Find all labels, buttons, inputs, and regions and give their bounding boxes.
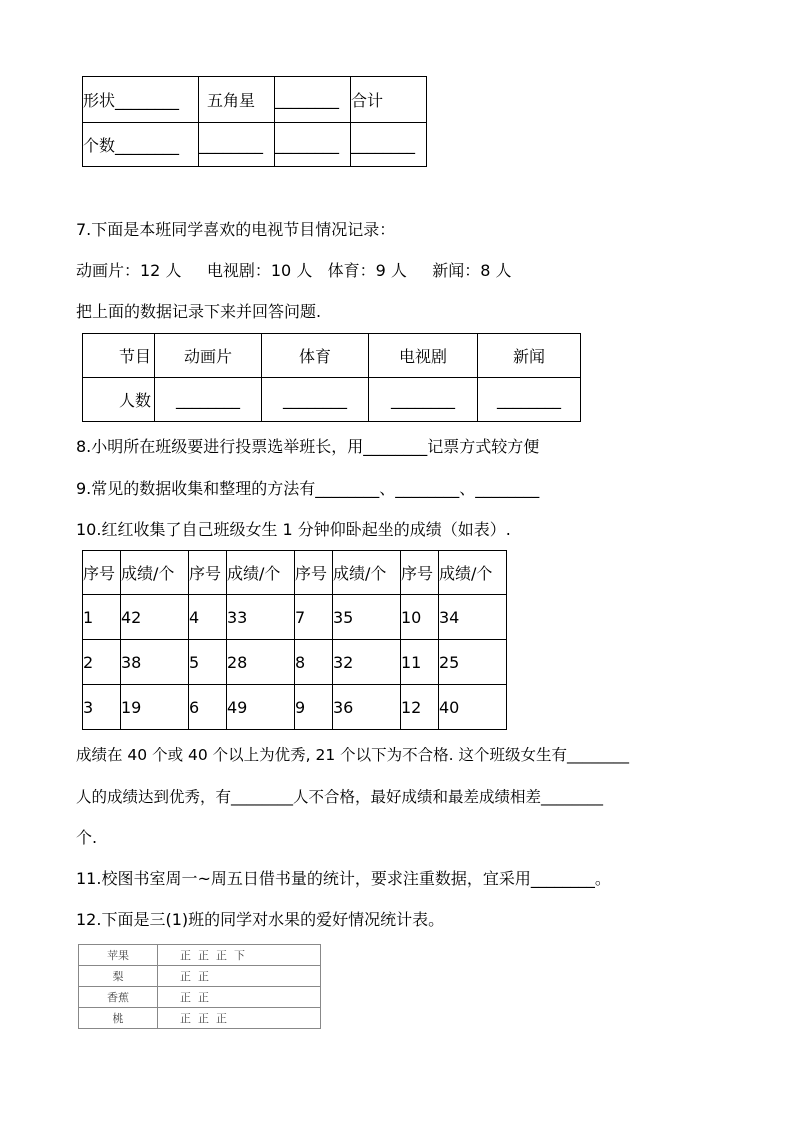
shape-table-cell: 五角星 xyxy=(199,77,275,123)
tv-table-cell: ________ xyxy=(478,378,581,422)
situp-header-cell: 序号 xyxy=(401,551,439,595)
situp-cell: 34 xyxy=(439,595,507,640)
q12-title: 12.下面是三(1)班的同学对水果的爱好情况统计表。 xyxy=(76,910,445,929)
situp-cell: 2 xyxy=(83,640,121,685)
situp-header-cell: 成绩/个 xyxy=(439,551,507,595)
q10-title: 10.红红收集了自己班级女生 1 分钟仰卧起坐的成绩（如表）. xyxy=(76,520,511,539)
situp-table xyxy=(82,550,507,730)
tv-table xyxy=(82,333,581,422)
situp-cell: 11 xyxy=(401,640,439,685)
situp-cell: 8 xyxy=(295,640,333,685)
q10-text-line: 成绩在 40 个或 40 个以上为优秀, 21 个以下为不合格. 这个班级女生有________ xyxy=(76,746,630,764)
situp-cell: 10 xyxy=(401,595,439,640)
q10-text-line: 个. xyxy=(76,828,98,847)
tv-table-header-cell: 体育 xyxy=(262,334,369,378)
shape-table-cell: ________ xyxy=(275,123,351,167)
situp-cell: 9 xyxy=(295,685,333,730)
fruit-name: 苹果 xyxy=(79,945,158,966)
q11-text: 11.校图书室周一~周五日借书量的统计，要求注重数据，宜采用________。 xyxy=(76,869,611,888)
tv-table-cell: 人数 xyxy=(83,378,155,422)
situp-cell: 28 xyxy=(227,640,295,685)
situp-cell: 12 xyxy=(401,685,439,730)
situp-cell: 42 xyxy=(121,595,189,640)
situp-cell: 5 xyxy=(189,640,227,685)
situp-cell: 32 xyxy=(333,640,401,685)
fruit-tally: 正 正 xyxy=(158,966,321,987)
q10-text-line: 人的成绩达到优秀，有________人不合格，最好成绩和最差成绩相差________ xyxy=(76,788,604,806)
fruit-name: 梨 xyxy=(79,966,158,987)
situp-cell: 35 xyxy=(333,595,401,640)
fruit-tally: 正 正 正 下 xyxy=(158,945,321,966)
situp-cell: 25 xyxy=(439,640,507,685)
q9-text: 9.常见的数据收集和整理的方法有________、________、________ xyxy=(76,479,540,498)
situp-cell: 49 xyxy=(227,685,295,730)
shape-table-cell: 合计 xyxy=(351,77,427,123)
situp-cell: 40 xyxy=(439,685,507,730)
fruit-tally: 正 正 xyxy=(158,987,321,1008)
fruit-name: 香蕉 xyxy=(79,987,158,1008)
situp-header-cell: 序号 xyxy=(189,551,227,595)
situp-cell: 1 xyxy=(83,595,121,640)
q7-record: 动画片：12 人 电视剧：10 人 体育：9 人 新闻：8 人 xyxy=(76,261,512,280)
q8-text: 8.小明所在班级要进行投票选举班长，用________记票方式较方便 xyxy=(76,437,540,456)
situp-header-cell: 成绩/个 xyxy=(227,551,295,595)
shape-table-cell: ________ xyxy=(275,77,351,123)
situp-header-cell: 序号 xyxy=(83,551,121,595)
fruit-tally-table xyxy=(78,944,321,1029)
shape-table xyxy=(82,76,427,167)
situp-header-cell: 成绩/个 xyxy=(121,551,189,595)
tv-table-header-cell: 电视剧 xyxy=(369,334,478,378)
situp-header-cell: 序号 xyxy=(295,551,333,595)
shape-table-cell: ________ xyxy=(351,123,427,167)
tv-table-header-cell: 动画片 xyxy=(155,334,262,378)
situp-cell: 6 xyxy=(189,685,227,730)
shape-table-cell: ________ xyxy=(199,123,275,167)
situp-cell: 33 xyxy=(227,595,295,640)
situp-cell: 7 xyxy=(295,595,333,640)
situp-cell: 3 xyxy=(83,685,121,730)
tv-table-cell: ________ xyxy=(262,378,369,422)
situp-header-cell: 成绩/个 xyxy=(333,551,401,595)
shape-table-cell: 形状________ xyxy=(83,77,199,123)
tv-table-header-cell: 节目 xyxy=(83,334,155,378)
fruit-name: 桃 xyxy=(79,1008,158,1029)
situp-cell: 19 xyxy=(121,685,189,730)
fruit-tally: 正 正 正 xyxy=(158,1008,321,1029)
shape-table-cell: 个数________ xyxy=(83,123,199,167)
tv-table-cell: ________ xyxy=(369,378,478,422)
q7-instruction: 把上面的数据记录下来并回答问题. xyxy=(76,302,322,321)
situp-cell: 38 xyxy=(121,640,189,685)
tv-table-header-cell: 新闻 xyxy=(478,334,581,378)
tv-table-cell: ________ xyxy=(155,378,262,422)
q7-title: 7.下面是本班同学喜欢的电视节目情况记录： xyxy=(76,220,396,239)
situp-cell: 36 xyxy=(333,685,401,730)
situp-cell: 4 xyxy=(189,595,227,640)
